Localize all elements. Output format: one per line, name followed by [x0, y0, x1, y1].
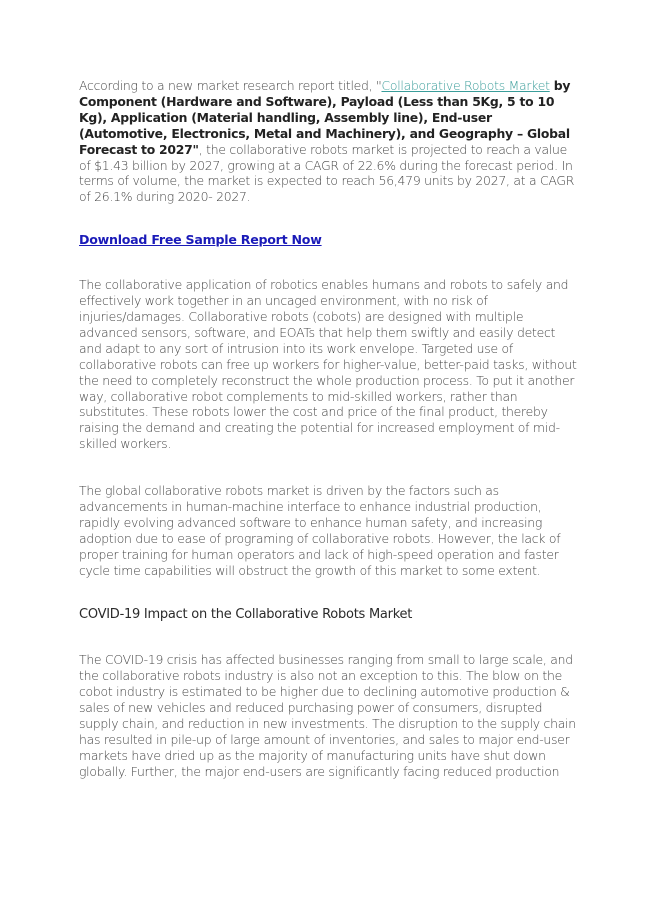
report-title-link[interactable]: Collaborative Robots Market [381, 78, 550, 93]
download-sample-link[interactable]: Download Free Sample Report Now [79, 232, 322, 248]
paragraph-market-drivers: The global collaborative robots market is driven by the factors such as advancements in human-machine interface to enhance industrial production, rapidly evolving advanced software to enhance human safety, and increasing adoption due to ease of programing of collaborative robots. However, the lack of proper training for human operators and lack of high-speed operation and faster cycle time capabilities will obstruct the growth of this market to some extent. [79, 483, 561, 578]
paragraph-cobot-application: The collaborative application of robotics enables humans and robots to safely and effectively work together in an uncaged environment, with no risk of injuries/damages. Collaborative robots (cobots) are designed with multiple advanced sensors, software, and EOATs that help them swiftly and easily detect and adapt to any sort of intrusion into its work envelope. Targeted use of collaborative robots can free up workers for higher-value, better-paid tasks, without the need to completely reconstruct the whole production process. To put it another way, collaborative robot complements to mid-skilled workers, rather than substitutes. These robots lower the cost and price of the final product, thereby raising the demand and creating the potential for increased employment of mid-skilled workers. [79, 277, 577, 452]
paragraph-covid-impact: The COVID-19 crisis has affected businesses ranging from small to large scale, and the collaborative robots industry is also not an exception to this. The blow on the cobot industry is estimated to be higher due to declining automotive production & sales of new vehicles and reduced purchasing power of consumers, disrupted supply chain, and reduction in new investments. The disruption to the supply chain has resulted in pile-up of large amount of inventories, and sales to major end-user markets have dried up as the majority of manufacturing units have shut down globally. Further, the major end-users are significantly facing reduced production [79, 652, 576, 779]
section-heading-covid: COVID-19 Impact on the Collaborative Robots Market [79, 606, 413, 622]
intro-paragraph [79, 78, 579, 205]
intro-tail: , the collaborative robots market is projected to reach a value of $1.43 billion by 2027, growing at a CAGR of 22.6% during the forecast period. In terms of volume, the market is expected to reach 56,479 units by 2027, at a CAGR of 26.1% during 2020- 2027. [79, 141, 575, 205]
document-page [79, 78, 579, 780]
report-title-rest: by Component (Hardware and Software), Payload (Less than 5Kg, 5 to 10 Kg), Application (Material handling, Assembly line), End-user (Automotive, Electronics, Metal and Machinery), and Geography – Global Forecast to 2027" [79, 78, 571, 157]
intro-lead: According to a new market research report titled, " [79, 78, 382, 93]
